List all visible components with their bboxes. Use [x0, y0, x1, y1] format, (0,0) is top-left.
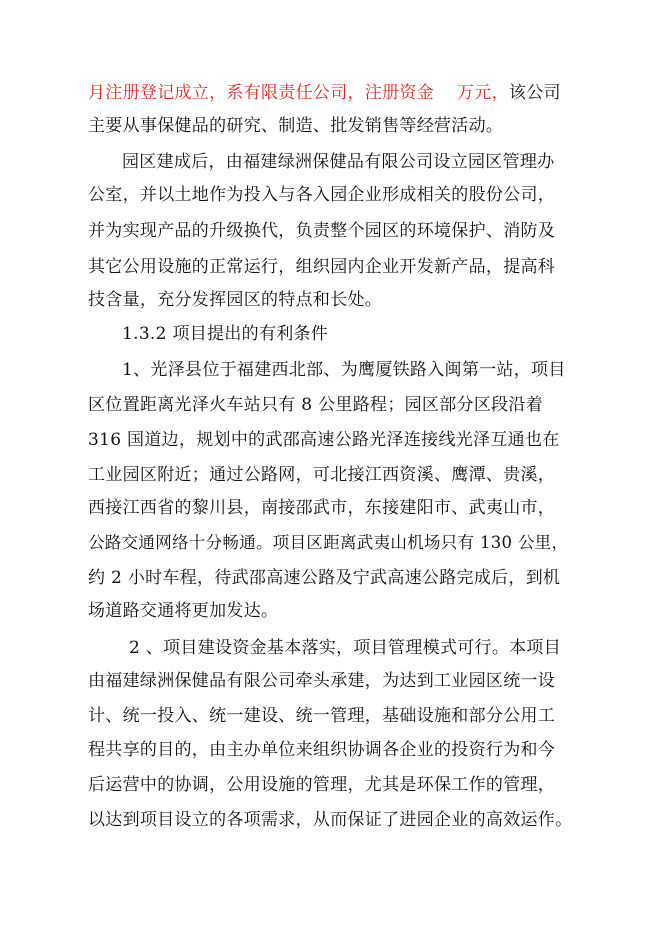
text-line: 公路交通网络十分畅通。项目区距离武夷山机场只有 130 公里， — [88, 533, 569, 552]
text-line: 场道路交通将更加发达。 — [88, 601, 279, 621]
red-text: 月注册登记成立，系有限责任公司，注册资金 万元， — [88, 83, 509, 103]
text-line: 约 2 小时车程，待武邵高速公路及宁武高速公路完成后，到机 — [88, 568, 561, 588]
text-line: 西接江西省的黎川县，南接邵武市，东接建阳市、武夷山市， — [88, 498, 556, 518]
text-line: 技含量，充分发挥园区的特点和长处。 — [88, 290, 383, 310]
text-line: 1、光泽县位于福建西北部、为鹰厦铁路入闽第一站，项目 — [122, 360, 566, 380]
text-line — [88, 82, 561, 104]
text-line: 由福建绿洲保健品有限公司牵头承建，为达到工业园区统一设 — [88, 671, 556, 691]
text-line: 工业园区附近；通过公路网，可北接江西资溪、鹰潭、贵溪， — [88, 465, 556, 485]
text-line: 计、统一投入、统一建设、统一管理，基础设施和部分公用工 — [88, 706, 556, 726]
text-line: 2 、项目建设资金基本落实，项目管理模式可行。本项目 — [129, 638, 562, 658]
text-line: 程共享的目的，由主办单位来组织协调各企业的投资行为和今 — [88, 740, 556, 760]
text-line: 并为实现产品的升级换代，负责整个园区的环境保护、消防及 — [88, 221, 556, 241]
text-segment: 该公司 — [508, 83, 561, 103]
text-line: 316 国道边，规划中的武邵高速公路光泽连接线光泽互通也在 — [88, 430, 560, 450]
section-heading: 1.3.2 项目提出的有利条件 — [122, 324, 329, 344]
text-line: 其它公用设施的正常运行，组织园内企业开发新产品，提高科 — [88, 257, 556, 277]
text-line: 后运营中的协调，公用设施的管理，尤其是环保工作的管理， — [88, 775, 556, 795]
text-line: 公室，并以土地作为投入与各入园企业形成相关的股份公司， — [88, 185, 556, 205]
text-line: 主要从事保健品的研究、制造、批发销售等经营活动。 — [88, 116, 504, 136]
text-line: 区位置距离光泽火车站只有 8 公里路程；园区部分区段沿着 — [88, 395, 544, 415]
text-line: 园区建成后，由福建绿洲保健品有限公司设立园区管理办 — [122, 152, 555, 172]
text-line: 以达到项目设立的各项需求，从而保证了进园企业的高效运作。 — [88, 810, 573, 830]
